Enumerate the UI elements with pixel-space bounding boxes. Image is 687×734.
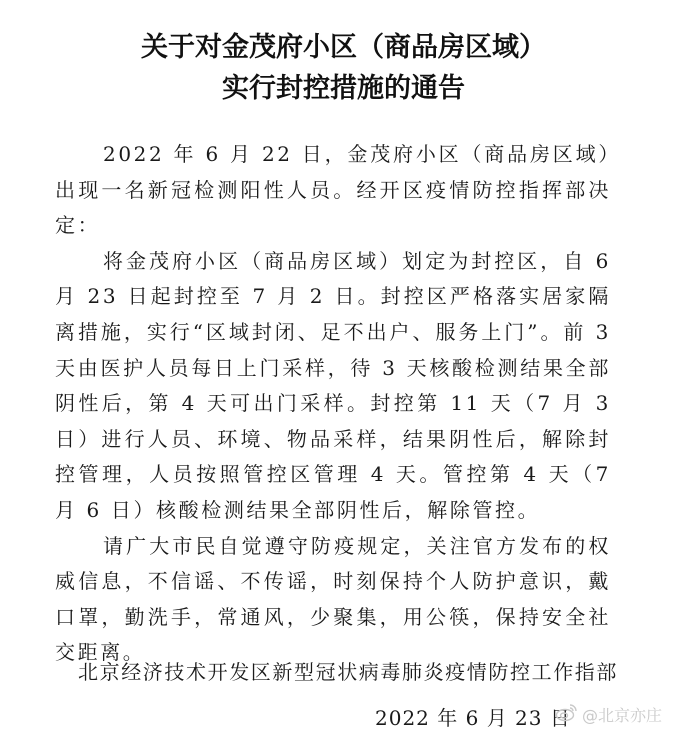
notice-body	[55, 137, 611, 671]
notice-title-line1: 关于对金茂府小区（商品房区域）	[141, 32, 546, 63]
paragraph-announcement: 2022 年 6 月 22 日，金茂府小区（商品房区域）出现一名新冠检测阳性人员。经开区疫情防控指挥部决定：	[55, 142, 611, 238]
issue-date: 2022 年 6 月 23 日	[375, 706, 571, 730]
watermark	[555, 702, 662, 726]
paragraph-measures: 将金茂府小区（商品房区域）划定为封控区，自 6 月 23 日起封控至 7 月 2 日。封控区严格落实居家隔离措施，实行“区域封闭、足不出户、服务上门”。前 3 天由医护人员每日上门采样，待 3 天核酸检测结果全部阴性后，第 4 天可出门采样。封控第 11 天（7 月 3 日）进行人员、环境、物品采样，结果阴性后，解除封控管理，人员按照管控区管理 4 天。管控第 4 天（7 月 6 日）核酸检测结果全部阴性后，解除管控。	[55, 248, 611, 522]
paragraph-appeal: 请广大市民自觉遵守防疫规定，关注官方发布的权威信息，不信谣、不传谣，时刻保持个人防护意识，戴口罩，勤洗手，常通风，少聚集，用公筷，保持安全社交距离。	[55, 533, 611, 665]
issuer-signature: 北京经济技术开发区新型冠状病毒肺炎疫情防控工作指部	[78, 660, 618, 684]
weibo-icon	[555, 702, 579, 726]
watermark-text: @北京亦庄	[582, 705, 663, 725]
notice-title-line2: 实行封控措施的通告	[222, 73, 465, 104]
